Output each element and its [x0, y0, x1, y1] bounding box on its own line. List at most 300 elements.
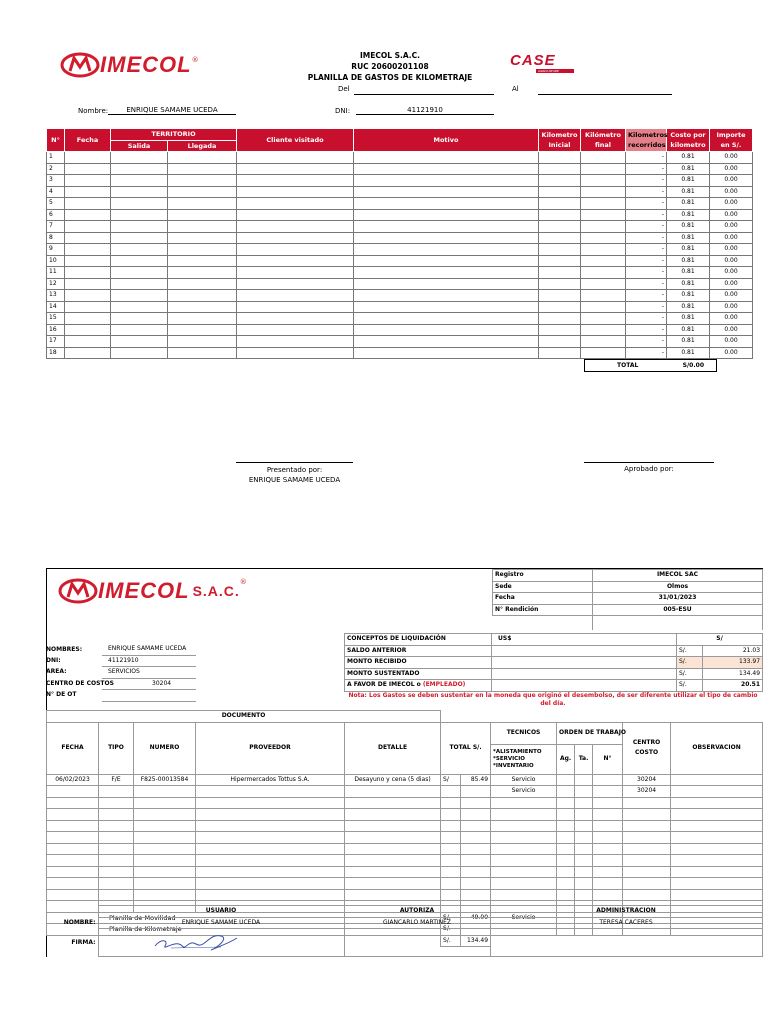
- km-cell[interactable]: [354, 336, 539, 348]
- km-cell[interactable]: [539, 152, 581, 164]
- km-cell[interactable]: [539, 290, 581, 302]
- doc-obs[interactable]: [671, 797, 763, 809]
- doc-fecha[interactable]: [47, 843, 99, 855]
- km-cell[interactable]: [354, 301, 539, 313]
- doc-obs[interactable]: [671, 889, 763, 901]
- km-cell[interactable]: [168, 324, 237, 336]
- km-cell[interactable]: [65, 347, 111, 359]
- km-cell[interactable]: [581, 336, 626, 348]
- doc-numero[interactable]: [134, 889, 196, 901]
- doc-centro[interactable]: [623, 878, 671, 890]
- km-cell[interactable]: [581, 347, 626, 359]
- km-cell[interactable]: [168, 278, 237, 290]
- persona-value[interactable]: 30204: [102, 678, 196, 690]
- km-cell[interactable]: [539, 175, 581, 187]
- persona-value[interactable]: ENRIQUE SAMAME UCEDA: [102, 644, 196, 655]
- doc-proveedor[interactable]: [196, 878, 345, 890]
- col-salida: Salida: [111, 140, 168, 152]
- doc-numero[interactable]: [134, 832, 196, 844]
- km-cell[interactable]: [168, 175, 237, 187]
- doc-fecha[interactable]: [47, 889, 99, 901]
- km-cell[interactable]: [168, 221, 237, 233]
- aprobado-label: Aprobado por:: [624, 465, 674, 473]
- doc-tipo[interactable]: [99, 855, 134, 867]
- doc-numero[interactable]: F825-00013584: [134, 774, 196, 786]
- doc-cur[interactable]: [441, 797, 461, 809]
- km-cell[interactable]: [539, 232, 581, 244]
- km-cell[interactable]: [111, 198, 168, 210]
- doc-cur[interactable]: [441, 786, 461, 798]
- doc-centro[interactable]: [623, 889, 671, 901]
- km-cell[interactable]: [65, 278, 111, 290]
- km-cell[interactable]: [539, 221, 581, 233]
- doc-no[interactable]: [593, 878, 623, 890]
- km-cell[interactable]: [111, 232, 168, 244]
- km-cell[interactable]: [168, 267, 237, 279]
- doc-obs[interactable]: [671, 866, 763, 878]
- doc-no[interactable]: [593, 843, 623, 855]
- doc-ta[interactable]: [575, 797, 593, 809]
- doc-cur[interactable]: [441, 878, 461, 890]
- persona-value[interactable]: 41121910: [102, 655, 196, 667]
- km-cell[interactable]: [111, 313, 168, 325]
- km-cell[interactable]: [65, 255, 111, 267]
- registered-icon: ®: [191, 56, 199, 64]
- km-cell[interactable]: [65, 324, 111, 336]
- doc-numero[interactable]: [134, 820, 196, 832]
- doc-centro[interactable]: [623, 820, 671, 832]
- doc-ag[interactable]: [557, 797, 575, 809]
- doc-tecnico[interactable]: Servicio: [491, 774, 557, 786]
- doc-cur[interactable]: [441, 866, 461, 878]
- doc-cur[interactable]: [441, 843, 461, 855]
- doc-numero[interactable]: [134, 878, 196, 890]
- km-row-costo: 0.81: [667, 324, 710, 336]
- km-cell[interactable]: [111, 221, 168, 233]
- km-cell[interactable]: [581, 255, 626, 267]
- km-cell[interactable]: [354, 244, 539, 256]
- km-cell[interactable]: [65, 198, 111, 210]
- km-cell[interactable]: [539, 198, 581, 210]
- km-cell[interactable]: [237, 324, 354, 336]
- usuario-firma[interactable]: [98, 929, 344, 957]
- doc-ta[interactable]: [575, 855, 593, 867]
- nombre-field[interactable]: ENRIQUE SAMAME UCEDA: [108, 106, 236, 115]
- doc-ag[interactable]: [557, 843, 575, 855]
- km-cell[interactable]: [65, 163, 111, 175]
- km-cell[interactable]: [237, 175, 354, 187]
- doc-tecnico[interactable]: [491, 889, 557, 901]
- km-cell[interactable]: [539, 301, 581, 313]
- km-cell[interactable]: [581, 175, 626, 187]
- doc-no[interactable]: [593, 820, 623, 832]
- doc-fecha[interactable]: 06/02/2023: [47, 774, 99, 786]
- doc-ag[interactable]: [557, 809, 575, 821]
- doc-tecnico[interactable]: [491, 809, 557, 821]
- km-cell[interactable]: [354, 290, 539, 302]
- doc-detalle[interactable]: [345, 832, 441, 844]
- doc-no[interactable]: [593, 786, 623, 798]
- doc-centro[interactable]: 30204: [623, 774, 671, 786]
- km-cell[interactable]: [65, 267, 111, 279]
- doc-numero[interactable]: [134, 797, 196, 809]
- doc-total[interactable]: [461, 820, 491, 832]
- doc-fecha[interactable]: [47, 797, 99, 809]
- km-cell[interactable]: [168, 198, 237, 210]
- km-cell[interactable]: [65, 313, 111, 325]
- persona-row: [46, 644, 196, 655]
- km-cell[interactable]: [581, 244, 626, 256]
- doc-detalle[interactable]: [345, 866, 441, 878]
- doc-numero[interactable]: [134, 809, 196, 821]
- km-cell[interactable]: [65, 301, 111, 313]
- km-cell[interactable]: [237, 163, 354, 175]
- doc-tipo[interactable]: [99, 820, 134, 832]
- km-cell[interactable]: [539, 324, 581, 336]
- km-cell[interactable]: [581, 152, 626, 164]
- doc-ta[interactable]: [575, 889, 593, 901]
- doc-tecnico[interactable]: [491, 797, 557, 809]
- doc-cur[interactable]: [441, 889, 461, 901]
- km-cell[interactable]: [354, 347, 539, 359]
- doc-total[interactable]: [461, 878, 491, 890]
- doc-total[interactable]: [461, 786, 491, 798]
- doc-cur[interactable]: [441, 832, 461, 844]
- doc-cur[interactable]: [441, 820, 461, 832]
- doc-ag[interactable]: [557, 832, 575, 844]
- km-cell[interactable]: [168, 301, 237, 313]
- km-row-importe: 0.00: [710, 244, 753, 256]
- km-cell[interactable]: [111, 209, 168, 221]
- km-row-importe: 0.00: [710, 313, 753, 325]
- doc-cur[interactable]: [441, 855, 461, 867]
- km-cell[interactable]: [168, 313, 237, 325]
- km-cell[interactable]: [237, 152, 354, 164]
- km-cell[interactable]: [581, 324, 626, 336]
- doc-no[interactable]: [593, 855, 623, 867]
- persona-value[interactable]: [102, 690, 196, 702]
- km-cell[interactable]: [581, 267, 626, 279]
- doc-centro[interactable]: [623, 855, 671, 867]
- doc-total[interactable]: [461, 889, 491, 901]
- doc-proveedor[interactable]: [196, 820, 345, 832]
- km-cell[interactable]: [65, 152, 111, 164]
- km-cell[interactable]: [111, 290, 168, 302]
- km-cell[interactable]: [237, 232, 354, 244]
- doc-no[interactable]: [593, 889, 623, 901]
- km-cell[interactable]: [354, 232, 539, 244]
- doc-total[interactable]: [461, 855, 491, 867]
- km-cell[interactable]: [65, 221, 111, 233]
- km-cell[interactable]: [168, 255, 237, 267]
- km-cell[interactable]: [354, 186, 539, 198]
- km-cell[interactable]: [168, 244, 237, 256]
- doc-obs[interactable]: [671, 855, 763, 867]
- km-cell[interactable]: [539, 255, 581, 267]
- doc-tecnico[interactable]: Servicio: [491, 786, 557, 798]
- km-cell[interactable]: [111, 336, 168, 348]
- km-cell[interactable]: [168, 347, 237, 359]
- km-row: [47, 209, 753, 221]
- doc-ag[interactable]: [557, 866, 575, 878]
- dni-field[interactable]: 41121910: [356, 106, 494, 115]
- km-cell[interactable]: [237, 278, 354, 290]
- doc-tecnico[interactable]: [491, 878, 557, 890]
- doc-ag[interactable]: [557, 786, 575, 798]
- doc-numero[interactable]: [134, 843, 196, 855]
- doc-numero[interactable]: [134, 786, 196, 798]
- km-cell[interactable]: [354, 198, 539, 210]
- km-cell[interactable]: [539, 313, 581, 325]
- doc-ta[interactable]: [575, 866, 593, 878]
- km-cell[interactable]: [354, 267, 539, 279]
- km-row-recorridos: -: [626, 175, 667, 187]
- km-cell[interactable]: [65, 336, 111, 348]
- concepto-usd[interactable]: [492, 680, 677, 692]
- doc-fecha[interactable]: [47, 820, 99, 832]
- km-cell[interactable]: [354, 278, 539, 290]
- km-cell[interactable]: [581, 290, 626, 302]
- km-cell[interactable]: [237, 301, 354, 313]
- km-cell[interactable]: [111, 278, 168, 290]
- doc-total[interactable]: [461, 809, 491, 821]
- km-cell[interactable]: [354, 255, 539, 267]
- doc-ta[interactable]: [575, 786, 593, 798]
- persona-value[interactable]: SERVICIOS: [102, 667, 196, 679]
- km-cell[interactable]: [581, 278, 626, 290]
- km-cell[interactable]: [539, 244, 581, 256]
- doc-proveedor[interactable]: [196, 809, 345, 821]
- doc-centro[interactable]: 30204: [623, 786, 671, 798]
- km-cell[interactable]: [168, 232, 237, 244]
- km-cell[interactable]: [539, 163, 581, 175]
- concepto-usd[interactable]: [492, 645, 677, 657]
- km-cell[interactable]: [237, 221, 354, 233]
- km-cell[interactable]: [168, 336, 237, 348]
- km-cell[interactable]: [237, 255, 354, 267]
- km-cell[interactable]: [539, 267, 581, 279]
- km-cell[interactable]: [65, 175, 111, 187]
- km-cell[interactable]: [354, 209, 539, 221]
- doc-tecnico[interactable]: [491, 843, 557, 855]
- km-cell[interactable]: [237, 267, 354, 279]
- info-value: IMECOL SAC: [593, 570, 763, 582]
- admin-firma[interactable]: [490, 929, 762, 957]
- concepto-usd[interactable]: [492, 657, 677, 669]
- km-cell[interactable]: [354, 175, 539, 187]
- doc-detalle[interactable]: [345, 889, 441, 901]
- km-cell[interactable]: [539, 209, 581, 221]
- km-cell[interactable]: [168, 186, 237, 198]
- doc-obs[interactable]: [671, 878, 763, 890]
- doc-proveedor[interactable]: [196, 832, 345, 844]
- km-cell[interactable]: [168, 209, 237, 221]
- doc-numero[interactable]: [134, 866, 196, 878]
- doc-proveedor[interactable]: [196, 797, 345, 809]
- doc-tipo[interactable]: [99, 843, 134, 855]
- km-cell[interactable]: [581, 221, 626, 233]
- doc-ag[interactable]: [557, 774, 575, 786]
- doc-tipo[interactable]: [99, 866, 134, 878]
- km-cell[interactable]: [65, 209, 111, 221]
- km-cell[interactable]: [111, 255, 168, 267]
- km-cell[interactable]: [237, 336, 354, 348]
- doc-ag[interactable]: [557, 878, 575, 890]
- doc-detalle[interactable]: [345, 820, 441, 832]
- km-cell[interactable]: [237, 290, 354, 302]
- doc-tipo[interactable]: [99, 889, 134, 901]
- km-cell[interactable]: [65, 232, 111, 244]
- doc-tecnico[interactable]: [491, 820, 557, 832]
- doc-proveedor[interactable]: [196, 786, 345, 798]
- doc-no[interactable]: [593, 797, 623, 809]
- km-cell[interactable]: [581, 232, 626, 244]
- km-cell[interactable]: [111, 163, 168, 175]
- doc-ta[interactable]: [575, 832, 593, 844]
- km-cell[interactable]: [581, 301, 626, 313]
- km-cell[interactable]: [354, 221, 539, 233]
- doc-fecha[interactable]: [47, 878, 99, 890]
- doc-no[interactable]: [593, 809, 623, 821]
- km-cell[interactable]: [539, 347, 581, 359]
- doc-no[interactable]: [593, 774, 623, 786]
- doc-centro[interactable]: [623, 866, 671, 878]
- doc-fecha[interactable]: [47, 866, 99, 878]
- km-cell[interactable]: [65, 186, 111, 198]
- km-cell[interactable]: [237, 198, 354, 210]
- doc-ta[interactable]: [575, 843, 593, 855]
- km-cell[interactable]: [354, 313, 539, 325]
- doc-row: [47, 786, 763, 798]
- doc-tipo[interactable]: [99, 797, 134, 809]
- doc-ta[interactable]: [575, 820, 593, 832]
- doc-ta[interactable]: [575, 809, 593, 821]
- doc-ta[interactable]: [575, 774, 593, 786]
- km-cell[interactable]: [111, 152, 168, 164]
- doc-total[interactable]: [461, 832, 491, 844]
- doc-tipo[interactable]: F/E: [99, 774, 134, 786]
- km-cell[interactable]: [168, 163, 237, 175]
- km-cell[interactable]: [539, 186, 581, 198]
- presentado-label: Presentado por:: [266, 466, 323, 474]
- km-cell[interactable]: [111, 175, 168, 187]
- km-cell[interactable]: [354, 324, 539, 336]
- doc-proveedor[interactable]: [196, 889, 345, 901]
- doc-obs[interactable]: [671, 809, 763, 821]
- del-label: Del: [338, 85, 350, 93]
- doc-detalle[interactable]: [345, 843, 441, 855]
- doc-detalle[interactable]: [345, 786, 441, 798]
- doc-proveedor[interactable]: Hipermercados Tottus S.A.: [196, 774, 345, 786]
- doc-fecha[interactable]: [47, 832, 99, 844]
- doc-numero[interactable]: [134, 855, 196, 867]
- km-cell[interactable]: [581, 313, 626, 325]
- doc-fecha[interactable]: [47, 809, 99, 821]
- km-cell[interactable]: [237, 186, 354, 198]
- doc-cur[interactable]: S/: [441, 774, 461, 786]
- km-cell[interactable]: [65, 244, 111, 256]
- km-cell[interactable]: [65, 290, 111, 302]
- doc-proveedor[interactable]: [196, 843, 345, 855]
- doc-tipo[interactable]: [99, 878, 134, 890]
- doc-proveedor[interactable]: [196, 866, 345, 878]
- km-cell[interactable]: [111, 324, 168, 336]
- doc-obs[interactable]: [671, 786, 763, 798]
- doc-detalle[interactable]: [345, 878, 441, 890]
- km-cell[interactable]: [581, 209, 626, 221]
- km-cell[interactable]: [111, 347, 168, 359]
- doc-total[interactable]: 85.49: [461, 774, 491, 786]
- doc-detalle[interactable]: [345, 797, 441, 809]
- km-cell[interactable]: [168, 152, 237, 164]
- doc-ag[interactable]: [557, 820, 575, 832]
- km-cell[interactable]: [237, 347, 354, 359]
- doc-centro[interactable]: [623, 832, 671, 844]
- al-field[interactable]: [538, 94, 672, 95]
- km-row: [47, 347, 753, 359]
- doc-centro[interactable]: [623, 843, 671, 855]
- km-cell[interactable]: [539, 336, 581, 348]
- km-cell[interactable]: [111, 301, 168, 313]
- km-cell[interactable]: [539, 278, 581, 290]
- doc-no[interactable]: [593, 832, 623, 844]
- km-cell[interactable]: [111, 186, 168, 198]
- doc-centro[interactable]: [623, 809, 671, 821]
- concepto-value: 21.03: [703, 645, 763, 657]
- km-cell[interactable]: [354, 152, 539, 164]
- doc-total[interactable]: [461, 866, 491, 878]
- km-cell[interactable]: [237, 313, 354, 325]
- km-cell[interactable]: [111, 267, 168, 279]
- doc-total[interactable]: [461, 843, 491, 855]
- doc-obs[interactable]: [671, 843, 763, 855]
- doc-obs[interactable]: [671, 820, 763, 832]
- doc-tipo[interactable]: [99, 832, 134, 844]
- km-cell[interactable]: [354, 163, 539, 175]
- km-cell[interactable]: [111, 244, 168, 256]
- doc-tecnico[interactable]: [491, 855, 557, 867]
- doc-cur[interactable]: [441, 809, 461, 821]
- doc-ag[interactable]: [557, 889, 575, 901]
- km-cell[interactable]: [581, 163, 626, 175]
- doc-obs[interactable]: [671, 774, 763, 786]
- doc-detalle[interactable]: [345, 809, 441, 821]
- km-cell[interactable]: [168, 290, 237, 302]
- doc-tecnico[interactable]: [491, 832, 557, 844]
- doc-no[interactable]: [593, 866, 623, 878]
- del-field[interactable]: [354, 94, 494, 95]
- km-cell[interactable]: [581, 186, 626, 198]
- doc-centro[interactable]: [623, 797, 671, 809]
- autoriza-firma[interactable]: [344, 929, 490, 957]
- doc-ag[interactable]: [557, 855, 575, 867]
- doc-detalle[interactable]: [345, 855, 441, 867]
- doc-total[interactable]: [461, 797, 491, 809]
- doc-tecnico[interactable]: [491, 866, 557, 878]
- doc-fecha[interactable]: [47, 855, 99, 867]
- doc-ta[interactable]: [575, 878, 593, 890]
- doc-tipo[interactable]: [99, 786, 134, 798]
- km-cell[interactable]: [237, 244, 354, 256]
- concepto-usd[interactable]: [492, 668, 677, 680]
- doc-detalle[interactable]: Desayuno y cena (5 dias): [345, 774, 441, 786]
- km-cell[interactable]: [581, 198, 626, 210]
- doc-fecha[interactable]: [47, 786, 99, 798]
- doc-tipo[interactable]: [99, 809, 134, 821]
- doc-obs[interactable]: [671, 832, 763, 844]
- km-cell[interactable]: [237, 209, 354, 221]
- doc-proveedor[interactable]: [196, 855, 345, 867]
